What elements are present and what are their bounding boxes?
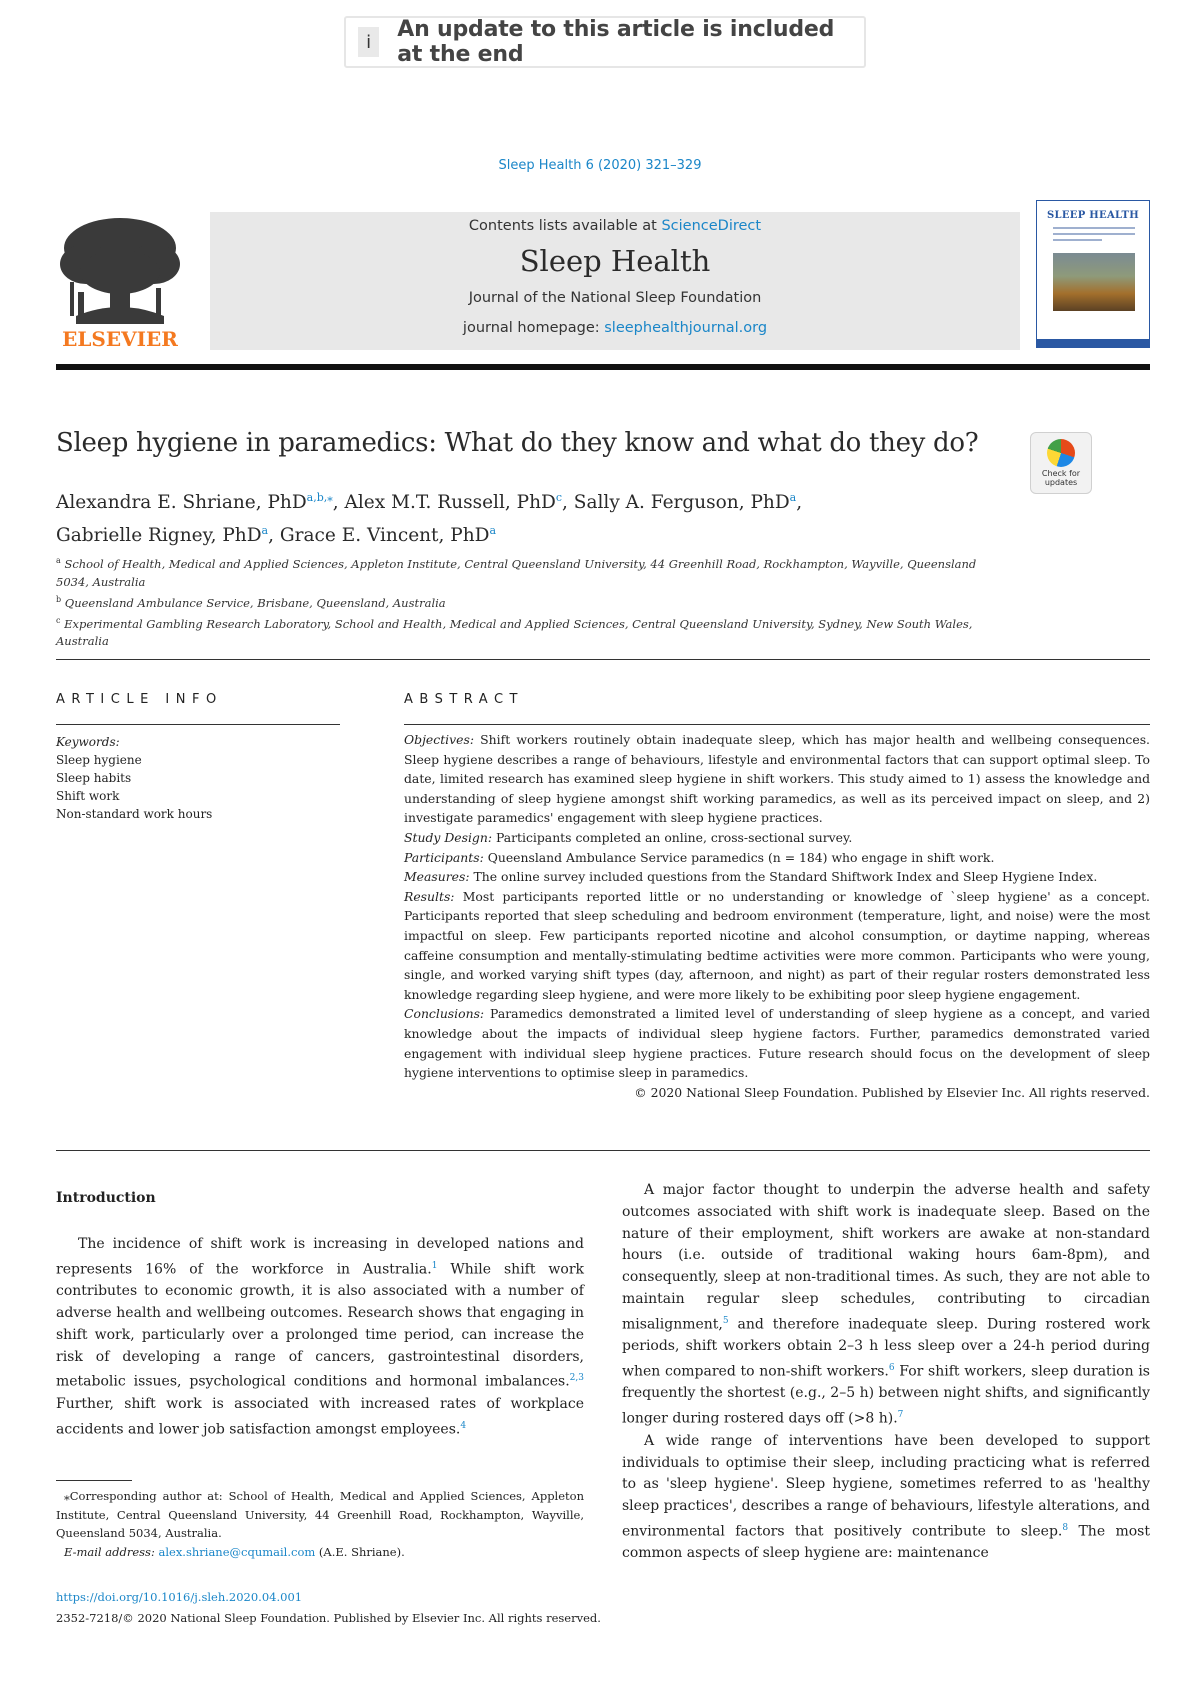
elsevier-tree-icon: [56, 212, 184, 352]
cover-title: SLEEP HEALTH: [1047, 210, 1140, 221]
body-paragraph: The incidence of shift work is increasing in developed nations and represents 16% of the workforce in Australia.$^1$ While shift work contributes to economic growth, it is also associated with a number of adverse health and wellbeing outcomes. Research shows that engaging in shift work, particularly over a prolonged time period, can increase the risk of developing a range of cancers, gastrointestinal disorders, metabolic issues, psychological conditions and hormonal imbalances.$^{2,3}$ Further, shift work is associated with increased rates of workplace accidents and lower job satisfaction amongst employees.$^4$: [56, 1236, 584, 1438]
update-notice-banner[interactable]: [344, 16, 866, 68]
journal-masthead: [210, 212, 1020, 350]
keyword-item: Sleep habits: [56, 771, 132, 785]
author-affiliation-marker[interactable]: c: [555, 491, 563, 504]
article-info-heading: ARTICLE INFO: [56, 692, 223, 707]
citation-link[interactable]: 7: [897, 1410, 904, 1421]
body-paragraph: A major factor thought to underpin the adverse health and safety outcomes associated with shift work is inadequate sleep. Based on the nature of their employment, shift workers are awake at non-standard hours (i.e. outside of traditional waking hours 6am-8pm), and consequently, sleep at non-traditional times. As such, they are not able to maintain regular sleep schedules, contributing to circadian misalignment,$^5$ and therefore inadequate sleep. During rostered work periods, shift workers obtain 2–3 h less sleep over a 24-h period during when compared to non-shift workers.$^6$ For shift workers, sleep duration is frequently the shortest (e.g., 2–5 h) between night shifts, and significantly longer during rostered days off (>8 h).$^7$: [622, 1182, 1150, 1427]
author-name[interactable]: Grace E. Vincent, PhD: [279, 525, 490, 547]
abstract-copyright: © 2020 National Sleep Foundation. Published by Elsevier Inc. All rights reserved.: [634, 1084, 1150, 1100]
email-line: E-mail address: alex.shriane@cqumail.com (A.E. Shriane).: [64, 1544, 405, 1559]
body-right-column: [622, 1180, 1150, 1565]
journal-homepage-line: journal homepage: sleephealthjournal.org: [462, 320, 768, 336]
corresponding-author-footnote: [56, 1487, 584, 1561]
author-name[interactable]: Gabrielle Rigney, PhD: [56, 525, 262, 547]
abstract-body: [404, 730, 1150, 1102]
abstract-divider: [404, 724, 1150, 725]
author-affiliation-marker[interactable]: a: [261, 524, 269, 538]
author-affiliation-marker[interactable]: a,b,⁎: [306, 491, 333, 504]
abstract-results: Results: Most participants reported little or no understanding or knowledge of `sleep hygiene' as a concept. Participants reported that sleep scheduling and bedroom environment (temperature, light, and noise) were the most impactful on sleep. Few participants reported nicotine and alcohol consumption, or daytime napping, whereas caffeine consumption and mentally-stimulating bedtime activities were more common. Participants who were young, single, and worked varying shift types (day, afternoon, and night) as part of their regular rosters demonstrated less knowledge regarding sleep hygiene, and were more likely to be exhibiting poor sleep hygiene engagement.: [404, 888, 1150, 1002]
author-name[interactable]: Alexandra E. Shriane, PhD: [56, 492, 307, 514]
affiliation-item: $^c$ Experimental Gambling Research Laboratory, School and Health, Medical and Applied Sciences, Central Queensland University, Sydney, New South Wales, Australia: [56, 615, 973, 649]
cover-text-lines: [1053, 227, 1135, 245]
journal-subtitle: Journal of the National Sleep Foundation: [468, 290, 762, 306]
check-for-updates-button[interactable]: [1030, 432, 1092, 494]
abstract-measures: Measures: The online survey included questions from the Standard Shiftwork Index and Sleep Hygiene Index.: [404, 869, 1098, 885]
abstract-participants: Participants: Queensland Ambulance Service paramedics (n = 184) who engage in shift work.: [404, 849, 995, 865]
keywords-block: [56, 733, 212, 823]
keyword-item: Sleep hygiene: [56, 753, 142, 767]
check-updates-icon: [1047, 439, 1075, 467]
check-updates-label: Check for updates: [1041, 469, 1081, 487]
author-email-link[interactable]: alex.shriane@cqumail.com: [158, 1544, 316, 1559]
journal-homepage-link[interactable]: sleephealthjournal.org: [604, 320, 768, 336]
contents-line: Contents lists available at ScienceDirect: [468, 218, 762, 234]
author-name[interactable]: Alex M.T. Russell, PhD: [344, 492, 556, 514]
elsevier-logo[interactable]: [56, 212, 184, 352]
citation-link[interactable]: 6: [888, 1363, 895, 1374]
abstract-objectives: Objectives: Shift workers routinely obtain inadequate sleep, which has major health and wellbeing consequences. Sleep hygiene describes a range of behaviours, lifestyle and environmental factors that can support optimal sleep. To date, limited research has examined sleep hygiene in shift workers. This study aimed to 1) assess the knowledge and understanding of sleep hygiene amongst shift working paramedics, as well as its perceived impact on sleep, and 2) investigate paramedics' engagement with sleep hygiene practices.: [404, 732, 1150, 826]
abstract-heading: ABSTRACT: [404, 692, 524, 707]
author-affiliation-marker[interactable]: a: [789, 491, 797, 504]
citation-link[interactable]: 4: [460, 1420, 467, 1431]
sciencedirect-link[interactable]: ScienceDirect: [661, 218, 762, 234]
citation-link[interactable]: 2,3: [569, 1373, 584, 1384]
corresponding-author-note: ⁎Corresponding author at: School of Health, Medical and Applied Sciences, Appleton Institute, Central Queensland University, 44 Greenhill Road, Rockhampton, Wayville, Queensland 5034, Australia.: [56, 1489, 584, 1540]
affiliation-list: [56, 552, 1000, 650]
doi-link[interactable]: https://doi.org/10.1016/j.sleh.2020.04.001: [56, 1590, 303, 1604]
article-info-divider: [56, 724, 340, 725]
journal-reference-link[interactable]: Sleep Health 6 (2020) 321–329: [498, 158, 702, 173]
issn-copyright-line: 2352-7218/© 2020 National Sleep Foundation. Published by Elsevier Inc. All rights reserved.: [56, 1611, 601, 1625]
keyword-item: Shift work: [56, 789, 120, 803]
cover-painting-image: [1053, 253, 1135, 311]
article-title: Sleep hygiene in paramedics: What do they know and what do they do?: [56, 428, 979, 458]
update-notice-text: An update to this article is included at the end: [397, 17, 835, 67]
body-left-column: [56, 1234, 584, 1441]
abstract-conclusions: Conclusions: Paramedics demonstrated a limited level of understanding of sleep hygiene as a concept, and varied knowledge about the impacts of individual sleep hygiene factors. Further, paramedics demonstrated varied engagement with individual sleep hygiene practices. Future research should focus on the development of sleep hygiene interventions to optimise sleep in paramedics.: [404, 1006, 1150, 1081]
author-affiliation-marker[interactable]: a: [489, 524, 497, 538]
body-paragraph: A wide range of interventions have been developed to support individuals to optimise their sleep, including practicing what is referred to as 'sleep hygiene'. Sleep hygiene, sometimes referred to as 'healthy sleep practices', describes a range of behaviours, lifestyle alterations, and environmental factors that positively contribute to sleep.$^8$ The most common aspects of sleep hygiene are: maintenance: [622, 1432, 1150, 1562]
footnote-divider: [56, 1480, 132, 1481]
abstract-study-design: Study Design: Participants completed an online, cross-sectional survey.: [404, 829, 853, 845]
citation-link[interactable]: 5: [722, 1315, 729, 1326]
journal-cover-thumbnail[interactable]: [1036, 200, 1150, 348]
keyword-item: Non-standard work hours: [56, 807, 213, 821]
elsevier-wordmark: ELSEVIER: [62, 327, 178, 351]
cover-bottom-bar: [1037, 339, 1149, 347]
keywords-label: Keywords:: [56, 735, 120, 749]
author-list: Alexandra E. Shriane, PhD$^{a,b,⁎}$, Alex M.T. Russell, PhD$^c$, Sally A. Ferguson, PhD$^a$, Gabrielle Rigney, PhD$^a$, Grace E. Vincent, PhD$^a$: [56, 491, 803, 547]
header-divider: [56, 364, 1150, 370]
info-icon: i: [358, 27, 379, 57]
affiliation-divider: [56, 659, 1150, 660]
author-name[interactable]: Sally A. Ferguson, PhD: [573, 492, 790, 514]
abstract-end-divider: [56, 1150, 1150, 1151]
affiliation-item: $^a$ School of Health, Medical and Applied Sciences, Appleton Institute, Central Queensland University, 44 Greenhill Road, Rockhampton, Wayville, Queensland 5034, Australia: [56, 556, 977, 589]
citation-link[interactable]: 8: [1062, 1522, 1069, 1533]
introduction-heading: Introduction: [56, 1190, 156, 1206]
affiliation-item: $^b$ Queensland Ambulance Service, Brisbane, Queensland, Australia: [56, 594, 446, 610]
citation-link[interactable]: 1: [431, 1260, 438, 1271]
journal-name: Sleep Health: [519, 244, 711, 278]
